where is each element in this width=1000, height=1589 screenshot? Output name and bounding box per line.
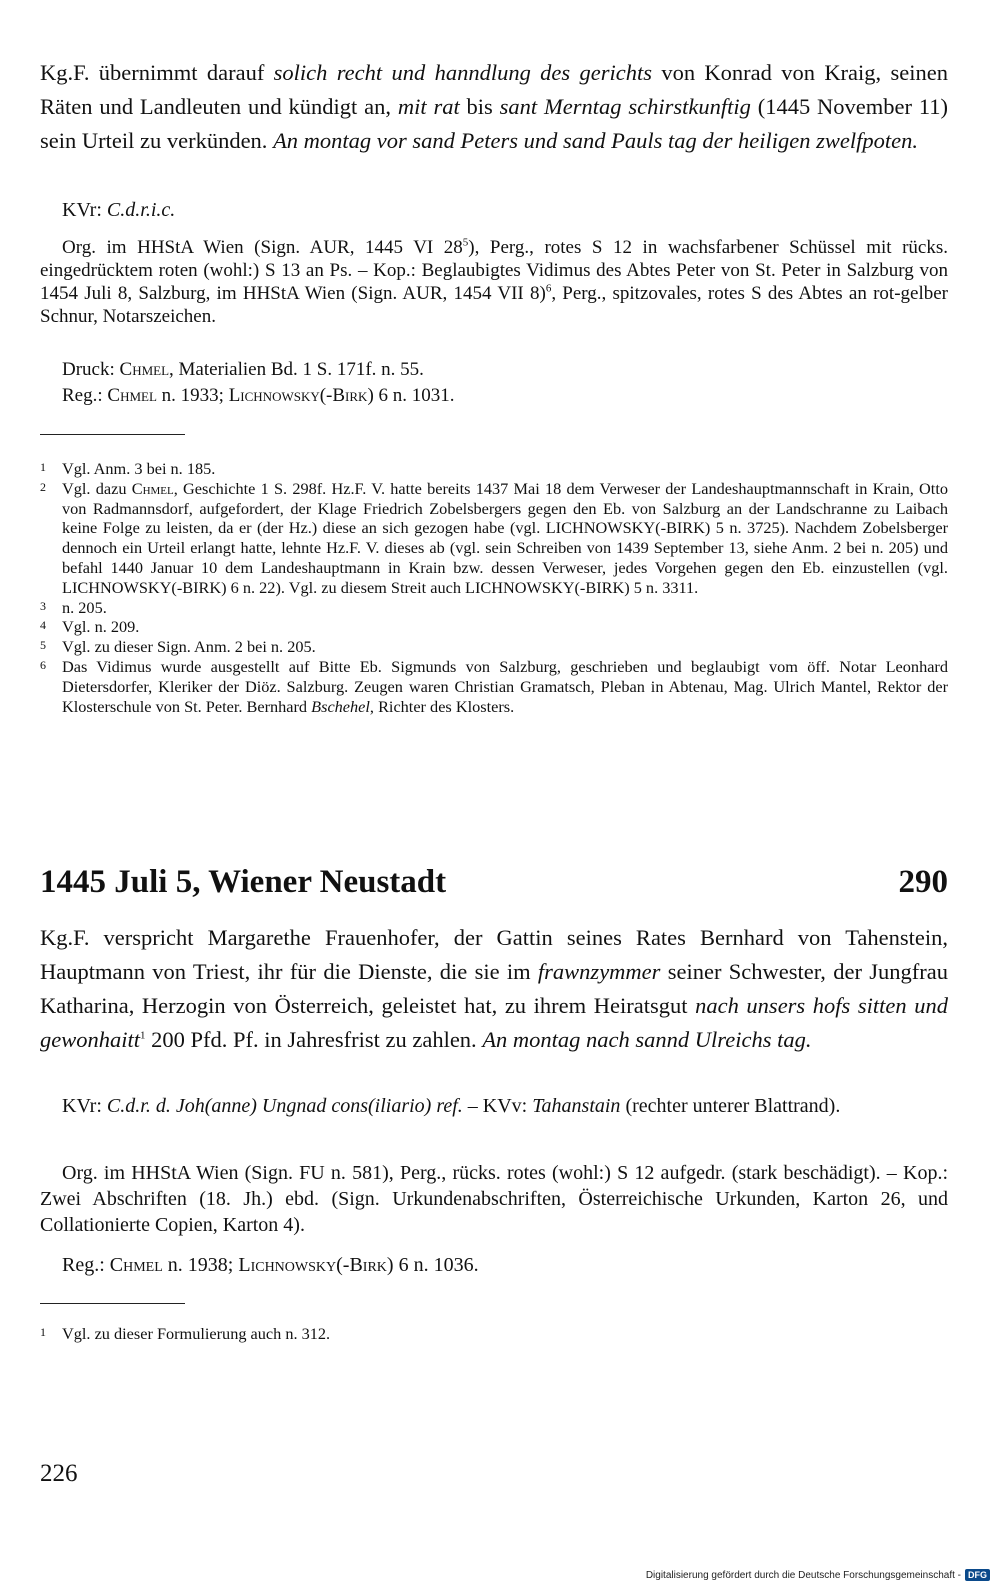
original-description-1: Org. im HHStA Wien (Sign. AUR, 1445 VI $28^5$), Perg., rotes S 12 in wachsfarbener Schüssel mit rücks. eingedrücktem roten (wohl:) S 13 an Ps. – Kop.: Beglaubigtes Vidimus des Abtes Peter von St. Peter in Salzburg von 1454 Juli 8, Salzburg, im HHStA Wien (Sign. AUR, 1454 VII 8)$^6$, Perg., spitzovales, rotes S des Abtes an rot-gelber Schnur, Notarszeichen. <box>40 236 949 327</box>
summary-paragraph-2: Kg.F. verspricht Margarethe Frauenhofer, der Gattin seines Rates Bernhard von Tahenstein, Hauptmann von Triest, ihr für die Dienste, die sie im frawnzymmer seiner Schwester, der Jungfrau Katharina, Herzogin von Österreich, geleistet hat, zu ihrem Heiratsgut nach unsers hofs sitten und gewonhaitt$^1$ 200 Pfd. Pf. in Jahresfrist zu zahlen. An montag nach sannd Ulreichs tag. <box>40 925 949 1052</box>
footnote: 4 Vgl. n. 209. <box>40 617 140 637</box>
document-heading <box>40 862 948 902</box>
footnotes-block-2 <box>40 1324 948 1344</box>
footnotes-block-1 <box>40 459 948 716</box>
kvr-line-2: KVr: C.d.r. d. Joh(anne) Ungnad cons(iliario) ref. – KVv: Tahanstain (rechter unterer Blattrand). <box>62 1095 841 1117</box>
dfg-logo-icon: DFG <box>965 1569 990 1581</box>
footnote: 6 Das Vidimus wurde ausgestellt auf Bitte Eb. Sigmunds von Salzburg, geschrieben und beglaubigt vom öff. Notar Leonhard Dietersdorfer, Kleriker der Diöz. Salzburg. Zeugen waren Christian Gramatsch, Pleban in Abtenau, Mag. Ulrich Mantel, Rektor der Klosterschule von St. Peter. Bernhard Bschehel, Richter des Klosters. <box>40 656 948 716</box>
footnote: 2 Vgl. dazu Chmel, Geschichte 1 S. 298f. Hz.F. V. hatte bereits 1437 Mai 18 dem Verweser der Landeshauptmannschaft in Krain, Otto von Radmannsdorf, aufgefordert, der Klage Friedrich Zobelsbergers gegen den Eb. von Salzburg an der Landschranne zu Laibach keine Folge zu leisten, da er (der Hz.) diese an sich gezogen habe (vgl. LICHNOWSKY(-BIRK) 5 n. 3725). Nachdem Zobelsberger dennoch ein Urteil erlangt hatte, lehnte Hz.F. V. dieses ab (vgl. sein Schreiben von 1439 September 13, siehe Anm. 2 bei n. 205) und befahl 1440 Januar 10 dem Landeshauptmann in Krain bzw. dessen Verweser, jedes Vorgehen gegen den Eb. einzustellen (vgl. LICHNOWSKY(-BIRK) 6 n. 22). Vgl. zu diesem Streit auch LICHNOWSKY(-BIRK) 5 n. 3311. <box>40 478 948 597</box>
document-date-place: 1445 Juli 5, Wiener Neustadt <box>40 864 447 900</box>
footnote: 3 n. 205. <box>40 597 107 617</box>
dfg-credit <box>646 1569 990 1581</box>
page-number: 226 <box>40 1460 78 1487</box>
kvr-line-1: KVr: C.d.r.i.c. <box>62 199 176 221</box>
dfg-credit-text: Digitalisierung gefördert durch die Deutsche Forschungsgemeinschaft - <box>645 1569 961 1581</box>
summary-paragraph-1: Kg.F. übernimmt darauf solich recht und hanndlung des gerichts von Konrad von Kraig, seinen Räten und Landleuten und kündigt an, mit rat bis sant Merntag schirstkunftig (1445 November 11) sein Urteil zu verkünden. An montag vor sand Peters und sand Pauls tag der heiligen zwelfpoten. <box>40 60 949 153</box>
footnote-separator-1 <box>40 434 185 435</box>
print-reference-1: Druck: Chmel, Materialien Bd. 1 S. 171f. n. 55. <box>62 359 424 380</box>
footnote: 5 Vgl. zu dieser Sign. Anm. 2 bei n. 205. <box>40 637 316 657</box>
regest-reference-2: Reg.: Chmel n. 1938; Lichnowsky(-Birk) 6 n. 1036. <box>62 1254 479 1276</box>
footnote: 1 Vgl. zu dieser Formulierung auch n. 312. <box>40 1324 331 1343</box>
regest-reference-1: Reg.: Chmel n. 1933; Lichnowsky(-Birk) 6 n. 1031. <box>62 385 455 406</box>
footnote: 1 Vgl. Anm. 3 bei n. 185. <box>40 459 216 478</box>
footnote-separator-2 <box>40 1303 185 1304</box>
document-number: 290 <box>898 864 948 900</box>
original-description-2: Org. im HHStA Wien (Sign. FU n. 581), Perg., rücks. rotes (wohl:) S 12 aufgedr. (stark beschädigt). – Kop.: Zwei Abschriften (18. Jh.) ebd. (Sign. Urkundenabschriften, Österreichische Urkunden, Karton 26, und Collationierte Copien, Karton 4). <box>40 1162 948 1236</box>
